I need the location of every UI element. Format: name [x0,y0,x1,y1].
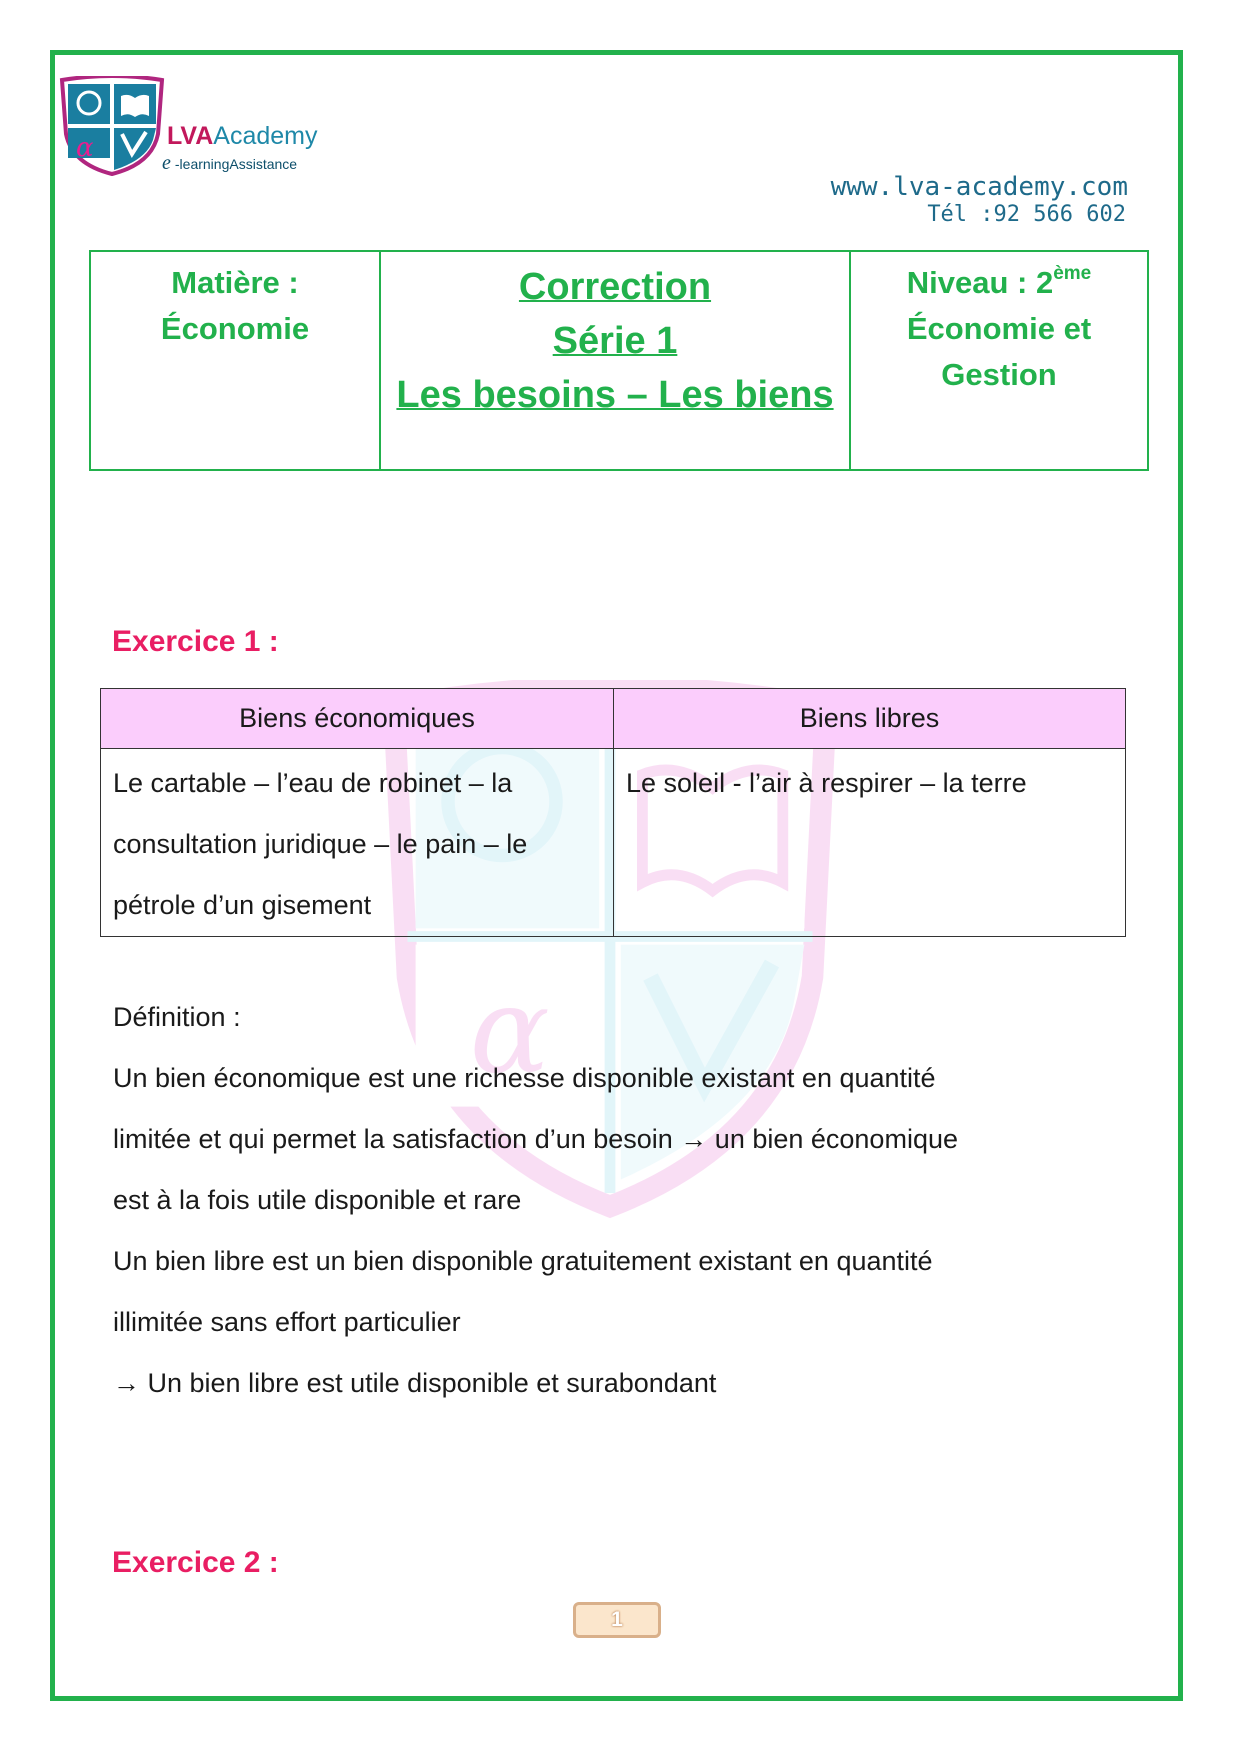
page-number: 1 [573,1602,661,1638]
definition-line: est à la fois utile disponible et rare [113,1185,522,1215]
tagline-e: e [162,152,171,174]
level-label-text: Niveau : 2 [906,265,1054,300]
table-header-row [101,689,1126,749]
definition-line: Un bien économique est une richesse disponible existant en quantité [113,1063,936,1093]
title-cell [381,252,851,469]
level-label [851,260,1147,306]
title-line-2: Série 1 [552,320,678,362]
table-cell: Le cartable – l’eau de robinet – la consultation juridique – le pain – le pétrole d’un gisement [101,749,614,937]
level-line-2: Économie et [906,311,1092,346]
lva-academy-logo [56,76,168,176]
exercise-1-title: Exercice 1 : [112,625,279,658]
tagline-text: -learningAssistance [174,156,298,172]
level-cell [851,252,1147,469]
brand-name [167,122,318,151]
website-url: www.lva-academy.com [830,172,1128,202]
goods-table [100,688,1126,937]
brand-tagline [162,152,297,175]
title-line-3: Les besoins – Les biens [396,374,834,416]
brand-lva: LVA [167,122,214,150]
header-table [89,250,1149,471]
subject-label: Matière : [171,265,299,300]
subject-value: Économie [160,311,310,346]
brand-academy: Academy [213,122,318,150]
exercise-2-title: Exercice 2 : [112,1546,279,1579]
definition-line: illimitée sans effort particulier [113,1307,461,1337]
level-sup: ème [1053,263,1092,284]
column-header: Biens libres [614,689,1126,749]
table-cell: Le soleil - l’air à respirer – la terre [614,749,1126,937]
definition-line: Un bien libre est un bien disponible gratuitement existant en quantité [113,1246,933,1276]
table-row [101,749,1126,937]
svg-text:α: α [76,133,94,163]
subject-cell [91,252,381,469]
level-line-3: Gestion [941,357,1057,392]
column-header: Biens économiques [101,689,614,749]
definition-block [113,987,1113,1414]
phone-number: Tél :92 566 602 [927,202,1126,227]
definition-line: → Un bien libre est utile disponible et surabondant [113,1368,717,1398]
svg-text:α: α [469,962,550,1101]
title-line-1: Correction [518,266,712,308]
definition-line: Définition : [113,1002,241,1032]
definition-line: limitée et qui permet la satisfaction d’un besoin → un bien économique [113,1124,958,1154]
